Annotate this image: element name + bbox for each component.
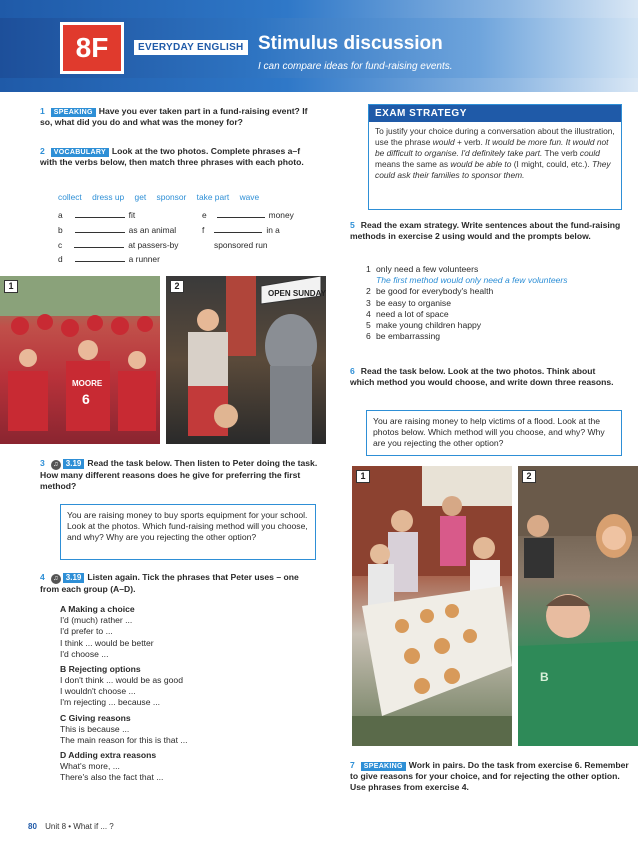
strategy-body: To justify your choice during a conversation about the illustration, use the phrase would + verb. It would be more fun. It would not be difficult to organise. I'd definitely take part. The verb could means the same as would be able to (I might, could, etc.). They could ask their families to sponsor them. — [375, 126, 615, 180]
group-title: D Adding extra reasons — [60, 750, 157, 761]
photo-number: 2 — [170, 280, 184, 293]
photo-sponsored-run — [0, 276, 160, 444]
phrase-line: This is because ... — [60, 723, 130, 734]
prompt-item: 3 be easy to organise — [366, 297, 452, 308]
strategy-heading: EXAM STRATEGY — [369, 105, 621, 122]
group-title: A Making a choice — [60, 604, 135, 614]
phrase-groups — [60, 600, 320, 784]
phrase-f-cont: sponsored run — [214, 240, 268, 250]
phrase-line: The main reason for this is that ... — [60, 734, 188, 745]
exercise-text: Have you ever taken part in a fund-raising event? If so, what did you do and what was the money for? — [40, 106, 308, 128]
exercise-number: 5 — [350, 220, 355, 230]
handwritten-answer: The first method would only need a few volunteers — [376, 275, 568, 286]
prompt-item: 1 only need a few volunteers — [366, 264, 479, 274]
exercise-number: 6 — [350, 366, 355, 376]
group-title: C Giving reasons — [60, 712, 131, 723]
photo-number: 1 — [356, 470, 370, 483]
head-shave-illustration — [518, 466, 638, 746]
exercise-text: Listen again. Tick the phrases that Peter uses – one from each group (A–D). — [40, 572, 299, 594]
exercise-7 — [350, 760, 634, 794]
prompt-item: 5 make young children happy — [366, 319, 482, 330]
task-text: You are raising money to buy sports equipment for your school. Look at the photos. Which fund-raising method will you choose, and why? Why are you rejecting the other option? — [67, 510, 308, 543]
exercise-6 — [350, 366, 622, 388]
verb: collect — [58, 192, 82, 202]
exercise-number: 1 — [40, 106, 45, 116]
photo-costume-collection — [166, 276, 326, 444]
verb: take part — [196, 192, 230, 202]
shirt-text: MOORE — [72, 379, 103, 388]
exercise-3 — [40, 458, 320, 492]
page-title: Stimulus discussion — [258, 33, 443, 54]
phrase-line: What's more, ... — [60, 761, 120, 772]
photo-head-shave — [518, 466, 638, 746]
phrase-line: I'm rejecting ... because ... — [60, 697, 161, 708]
verb: get — [134, 192, 147, 202]
photo-number: 1 — [4, 280, 18, 293]
task-box-ex3 — [60, 504, 316, 560]
verb: sponsor — [156, 192, 187, 202]
phrase-line: There's also the fact that ... — [60, 772, 164, 783]
prompt-list — [366, 264, 622, 342]
exercise-text: Look at the two photos. Complete phrases a–f with the verbs below, then match three phrases with each photo. — [40, 146, 304, 168]
track-number: 3.19 — [63, 459, 85, 469]
lesson-badge: 8F — [60, 22, 124, 74]
prompt-item: 2 be good for everybody's health — [366, 286, 494, 297]
phrase-f: f in a — [202, 225, 280, 235]
exercise-number: 7 — [350, 760, 355, 770]
verb: wave — [239, 192, 260, 202]
task-text: You are raising money to help victims of a flood. Look at the photos below. Which method will you choose, and why? Why are you rejecting the other option? — [373, 416, 605, 449]
group-title: B Rejecting options — [60, 663, 141, 674]
phrase-line: I think ... would be better — [60, 637, 154, 648]
task-box-ex6 — [366, 410, 622, 456]
svg-text:B: B — [540, 670, 549, 684]
phrase-c: c at passers-by — [58, 240, 179, 250]
exercise-4 — [40, 572, 320, 595]
phrase-a: a fit — [58, 210, 136, 220]
exercise-text: Read the exam strategy. Write sentences about the fund-raising methods in exercise 2 using would and the prompts below. — [350, 220, 621, 242]
phrase-line: I'd (much) rather ... — [60, 615, 133, 626]
phrase-line: I'd choose ... — [60, 648, 109, 659]
verb: dress up — [92, 192, 125, 202]
runners-illustration — [0, 276, 160, 444]
track-number: 3.19 — [63, 573, 85, 583]
phrase-line: I don't think ... would be as good — [60, 675, 183, 686]
shop-sign: OPEN SUNDAY — [268, 289, 326, 298]
page-footer — [28, 822, 114, 832]
photo-number: 2 — [522, 470, 536, 483]
speaking-tag: SPEAKING — [51, 108, 96, 117]
exercise-5 — [350, 220, 622, 242]
exercise-1 — [40, 106, 310, 128]
prompt-item: 6 be embarrassing — [366, 331, 441, 342]
vocabulary-tag: VOCABULARY — [51, 148, 109, 157]
unit-label: Unit 8 • What if ... ? — [45, 822, 114, 831]
photo-cake-sale — [352, 466, 512, 746]
exercise-number: 3 — [40, 458, 45, 468]
prompt-item: 4 need a lot of space — [366, 308, 449, 319]
audio-icon[interactable]: ♫ — [51, 460, 61, 470]
section-label: EVERYDAY ENGLISH — [134, 40, 248, 55]
phrase-line: I'd prefer to ... — [60, 626, 113, 637]
exercise-text: Work in pairs. Do the task from exercise 6. Remember to give reasons for your choice, and for rejecting the other option. Use phrases from exercise 4. — [350, 760, 629, 793]
exercise-2 — [40, 146, 310, 168]
page-header — [0, 0, 638, 92]
exercise-number: 2 — [40, 146, 45, 156]
page-number: 80 — [28, 822, 37, 831]
exercise-text: Read the task below. Then listen to Peter doing the task. How many different reasons does he give for preferring the first method? — [40, 458, 318, 492]
costume-illustration — [166, 276, 326, 444]
exercise-number: 4 — [40, 572, 45, 582]
verb-list — [58, 192, 328, 203]
phrase-d: d a runner — [58, 254, 160, 264]
phrase-line: I wouldn't choose ... — [60, 686, 136, 697]
shirt-number: 6 — [82, 391, 90, 407]
page-subtitle: I can compare ideas for fund-raising events. — [258, 61, 453, 72]
exercise-text: Read the task below. Look at the two photos. Think about which method you would choose, and write down three reasons. — [350, 366, 614, 388]
phrase-b: b as an animal — [58, 225, 177, 235]
phrase-e: e money — [202, 210, 294, 220]
speaking-tag: SPEAKING — [361, 762, 406, 771]
exam-strategy-box — [368, 104, 622, 210]
cake-sale-illustration — [352, 466, 512, 746]
audio-icon[interactable]: ♫ — [51, 574, 61, 584]
